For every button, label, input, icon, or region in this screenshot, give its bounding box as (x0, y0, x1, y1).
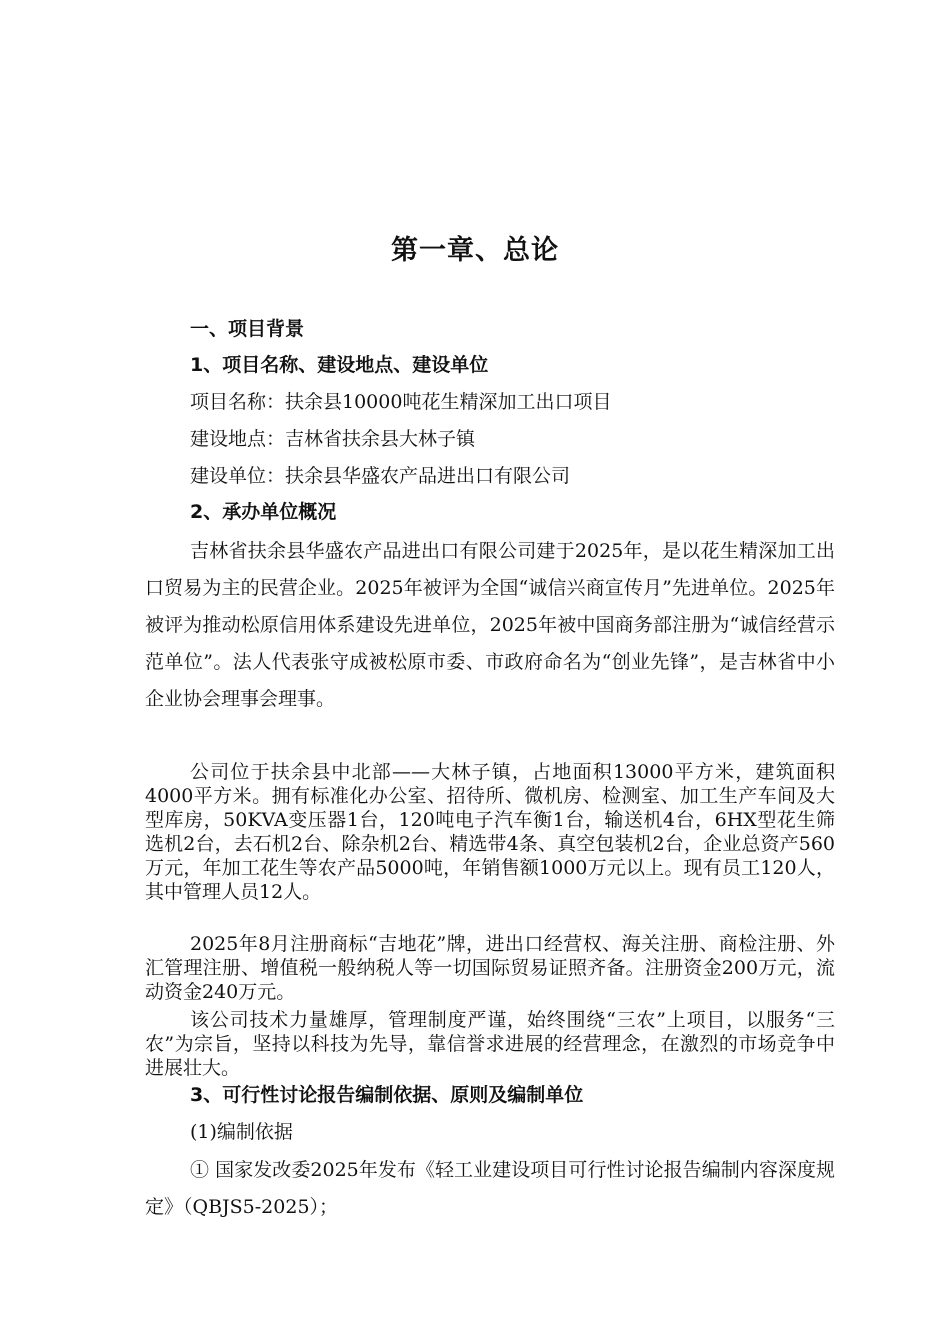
subsection-heading-company-overview: 2、承办单位概况 (190, 501, 337, 523)
project-unit-line: 建设单位：扶余县华盛农产品进出口有限公司 (190, 465, 571, 487)
company-overview-paragraph-2: 公司位于扶余县中北部——大林子镇，占地面积13000平方米，建筑面积4000平方米。拥有标准化办公室、招待所、微机房、检测室、加工生产车间及大型库房，50KVA变压器1台，120吨电子汽车衡1台，输送机4台，6HX型花生筛选机2台，去石机2台、除杂机2台、精选带4条、真空包装机2台，企业总资产560万元，年加工花生等农产品5000吨，年销售额1000万元以上。现有员工120人，其中管理人员12人。 (145, 761, 835, 903)
basis-label: (1)编制依据 (190, 1121, 293, 1143)
company-overview-paragraph-1: 吉林省扶余县华盛农产品进出口有限公司建于2025年，是以花生精深加工出口贸易为主的民营企业。2025年被评为全国“诚信兴商宣传月”先进单位。2025年被评为推动松原信用体系建设先进单位，2025年被中国商务部注册为“诚信经营示范单位”。法人代表张守成被松原市委、市政府命名为“创业先锋”，是吉林省中小企业协会理事会理事。 (145, 540, 835, 710)
project-name-line: 项目名称：扶余县10000吨花生精深加工出口项目 (190, 391, 612, 413)
subsection-heading-project-info: 1、项目名称、建设地点、建设单位 (190, 354, 489, 376)
basis-item-1: ① 国家发改委2025年发布《轻工业建设项目可行性讨论报告编制内容深度规定》（QBJS5-2025）； (145, 1159, 835, 1218)
chapter-title: 第一章、总论 (391, 235, 559, 266)
section-heading-project-background: 一、项目背景 (190, 318, 305, 340)
subsection-heading-report-basis: 3、可行性讨论报告编制依据、原则及编制单位 (190, 1084, 584, 1106)
project-location-line: 建设地点：吉林省扶余县大林子镇 (190, 428, 476, 450)
company-overview-paragraph-4: 该公司技术力量雄厚，管理制度严谨，始终围绕“三农”上项目，以服务“三农”为宗旨，坚持以科技为先导，靠信誉求进展的经营理念，在激烈的市场竞争中进展壮大。 (145, 1009, 835, 1079)
company-overview-paragraph-3: 2025年8月注册商标“吉地花”牌，进出口经营权、海关注册、商检注册、外汇管理注册、增值税一般纳税人等一切国际贸易证照齐备。注册资金200万元，流动资金240万元。 (145, 933, 835, 1003)
